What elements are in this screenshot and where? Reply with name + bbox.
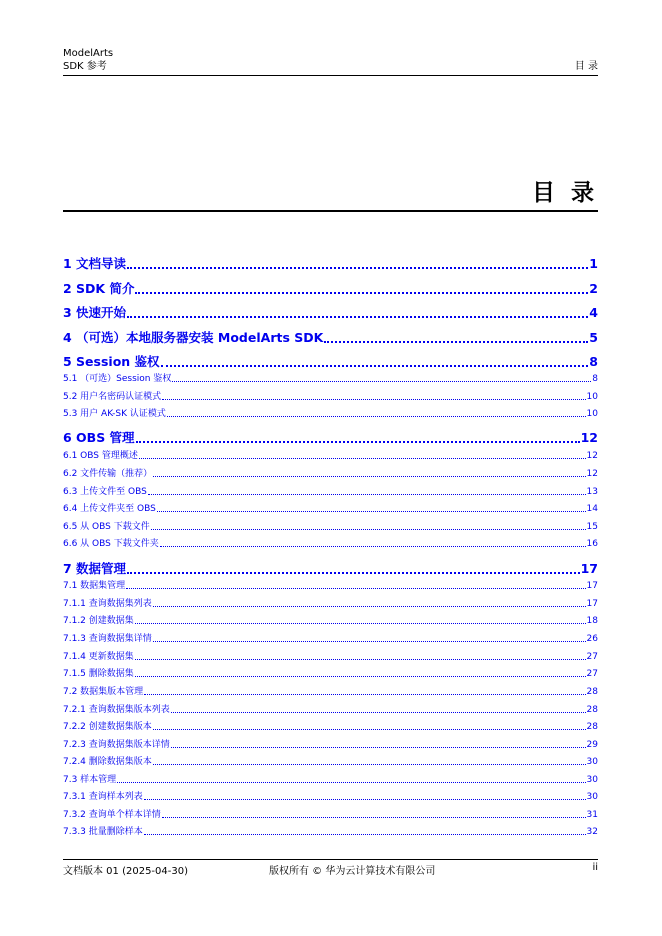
toc-entry-page: 18 [586, 616, 598, 626]
toc-leader-dots [153, 764, 586, 765]
toc-entry[interactable] [63, 450, 598, 462]
toc-entry-page: 10 [586, 392, 598, 402]
toc-entry-page: 1 [589, 256, 598, 271]
toc-entry-page: 10 [586, 409, 598, 419]
toc-entry-page: 28 [586, 687, 598, 697]
toc-entry[interactable] [63, 791, 598, 803]
toc-entry[interactable] [63, 391, 598, 403]
toc-leader-dots [157, 511, 586, 512]
toc-entry-label: 6.4 上传文件夹至 OBS [63, 504, 156, 514]
toc-entry-page: 30 [586, 775, 598, 785]
toc-entry-page: 15 [586, 522, 598, 532]
toc-leader-dots [126, 588, 585, 589]
toc-leader-dots [153, 606, 586, 607]
toc-entry-label: 7.3.2 查询单个样本详情 [63, 810, 161, 820]
toc-leader-dots [167, 416, 586, 417]
toc-leader-dots [160, 546, 586, 547]
toc-entry-label: 4 （可选）本地服务器安装 ModelArts SDK [63, 330, 324, 345]
toc-entry-label: 5.1 （可选）Session 鉴权 [63, 374, 172, 384]
toc-entry[interactable] [63, 281, 598, 297]
toc-entry-page: 5 [589, 330, 598, 345]
toc-entry[interactable] [63, 580, 598, 592]
toc-entry-page: 30 [586, 757, 598, 767]
toc-entry[interactable] [63, 686, 598, 698]
toc-entry[interactable] [63, 756, 598, 768]
toc-entry-page: 2 [589, 281, 598, 296]
toc-entry-label: 7.1 数据集管理 [63, 581, 126, 591]
toc-entry-page: 29 [586, 740, 598, 750]
toc-entry-page: 28 [586, 722, 598, 732]
toc-leader-dots [153, 729, 586, 730]
toc-entry-page: 31 [586, 810, 598, 820]
toc-leader-dots [135, 659, 586, 660]
toc-entry-label: 6.6 从 OBS 下载文件夹 [63, 539, 159, 549]
toc-entry[interactable] [63, 651, 598, 663]
toc-entry-label: 7.2.2 创建数据集版本 [63, 722, 152, 732]
toc-entry-label: 2 SDK 简介 [63, 281, 135, 296]
toc-leader-dots [117, 782, 585, 783]
toc-entry[interactable] [63, 538, 598, 550]
toc-entry-label: 5.3 用户 AK-SK 认证模式 [63, 409, 166, 419]
toc-entry[interactable] [63, 704, 598, 716]
toc-leader-dots [144, 799, 586, 800]
toc-entry-page: 17 [586, 599, 598, 609]
toc-leader-dots [127, 572, 580, 574]
toc-entry-label: 7.1.5 删除数据集 [63, 669, 134, 679]
toc-entry[interactable] [63, 826, 598, 838]
toc-leader-dots [135, 292, 588, 294]
toc-entry[interactable] [63, 503, 598, 515]
toc-entry-label: 3 快速开始 [63, 305, 127, 320]
toc-entry[interactable] [63, 615, 598, 627]
toc-entry-label: 7.2.4 删除数据集版本 [63, 757, 152, 767]
toc-entry-label: 7.1.4 更新数据集 [63, 652, 134, 662]
toc-leader-dots [151, 529, 586, 530]
toc-leader-dots [148, 494, 586, 495]
toc-entry-label: 7.1.1 查询数据集列表 [63, 599, 152, 609]
toc-entry[interactable] [63, 668, 598, 680]
toc-entry[interactable] [63, 430, 598, 446]
toc-entry-label: 6.2 文件传输（推荐） [63, 469, 153, 479]
footer-copyright: 版权所有 © 华为云计算技术有限公司 [269, 866, 436, 877]
toc-entry-page: 4 [589, 305, 598, 320]
toc-leader-dots [144, 694, 585, 695]
toc-entry[interactable] [63, 468, 598, 480]
toc-entry-label: 5 Session 鉴权 [63, 354, 160, 369]
toc-entry-label: 7.2 数据集版本管理 [63, 687, 144, 697]
toc-entry-label: 7.3.3 批量删除样本 [63, 827, 143, 837]
toc-entry-label: 7.3 样本管理 [63, 775, 117, 785]
toc-leader-dots [127, 267, 588, 269]
toc-entry[interactable] [63, 774, 598, 786]
toc-leader-dots [172, 381, 591, 382]
toc-leader-dots [162, 399, 585, 400]
toc-entry-label: 6.5 从 OBS 下载文件 [63, 522, 150, 532]
toc-entry[interactable] [63, 598, 598, 610]
page-title: 目 录 [531, 180, 598, 206]
toc-entry[interactable] [63, 633, 598, 645]
footer-version: 文档版本 01 (2025-04-30) [63, 866, 188, 877]
toc-entry[interactable] [63, 373, 598, 385]
toc-entry-page: 12 [586, 451, 598, 461]
toc-entry-label: 7.3.1 查询样本列表 [63, 792, 143, 802]
toc-entry-label: 6.1 OBS 管理概述 [63, 451, 138, 461]
toc-leader-dots [153, 641, 586, 642]
toc-entry-label: 5.2 用户名密码认证模式 [63, 392, 162, 402]
toc-entry[interactable] [63, 486, 598, 498]
toc-leader-dots [136, 441, 580, 443]
toc-entry-label: 7 数据管理 [63, 561, 127, 576]
page-footer [63, 859, 598, 876]
toc-entry-page: 8 [589, 354, 598, 369]
toc-leader-dots [127, 316, 588, 318]
toc-entry-page: 8 [592, 374, 598, 384]
toc-entry[interactable] [63, 739, 598, 751]
toc-leader-dots [171, 712, 586, 713]
toc-entry-label: 7.1.2 创建数据集 [63, 616, 134, 626]
toc-entry-page: 16 [586, 539, 598, 549]
toc-entry-label: 7.2.3 查询数据集版本详情 [63, 740, 170, 750]
toc-entry[interactable] [63, 305, 598, 321]
toc-entry[interactable] [63, 561, 598, 577]
toc-leader-dots [161, 365, 589, 367]
toc-entry-page: 17 [586, 581, 598, 591]
toc-leader-dots [153, 476, 585, 477]
toc-entry-label: 6 OBS 管理 [63, 430, 135, 445]
toc-leader-dots [171, 747, 586, 748]
toc-entry-page: 14 [586, 504, 598, 514]
toc-entry-page: 17 [580, 561, 598, 576]
toc-entry[interactable] [63, 408, 598, 420]
toc-leader-dots [135, 676, 586, 677]
toc-entry[interactable] [63, 354, 598, 370]
toc-entry[interactable] [63, 256, 598, 272]
title-block [63, 180, 598, 212]
toc-leader-dots [135, 623, 586, 624]
toc-leader-dots [139, 458, 586, 459]
toc-entry-label: 1 文档导读 [63, 256, 127, 271]
toc-entry-page: 30 [586, 792, 598, 802]
header-doc-title: SDK 参考 [63, 61, 107, 72]
toc-entry[interactable] [63, 721, 598, 733]
toc-entry-label: 6.3 上传文件至 OBS [63, 487, 147, 497]
toc-entry-page: 28 [586, 705, 598, 715]
toc-entry-page: 12 [580, 430, 598, 445]
header-product: ModelArts [63, 48, 114, 59]
toc-entry-label: 7.1.3 查询数据集详情 [63, 634, 152, 644]
toc-entry[interactable] [63, 521, 598, 533]
toc-leader-dots [144, 834, 586, 835]
toc-entry-page: 26 [586, 634, 598, 644]
toc-entry-page: 12 [586, 469, 598, 479]
footer-page-number: ii [592, 862, 598, 873]
toc-entry[interactable] [63, 330, 598, 346]
toc-entry-page: 13 [586, 487, 598, 497]
toc-leader-dots [162, 817, 586, 818]
toc-entry-page: 27 [586, 652, 598, 662]
toc-leader-dots [324, 341, 588, 343]
toc-entry-label: 7.2.1 查询数据集版本列表 [63, 705, 170, 715]
toc-entry-page: 32 [586, 827, 598, 837]
toc-entry[interactable] [63, 809, 598, 821]
toc-entry-page: 27 [586, 669, 598, 679]
page-header [63, 48, 598, 76]
header-section: 目 录 [574, 61, 598, 72]
